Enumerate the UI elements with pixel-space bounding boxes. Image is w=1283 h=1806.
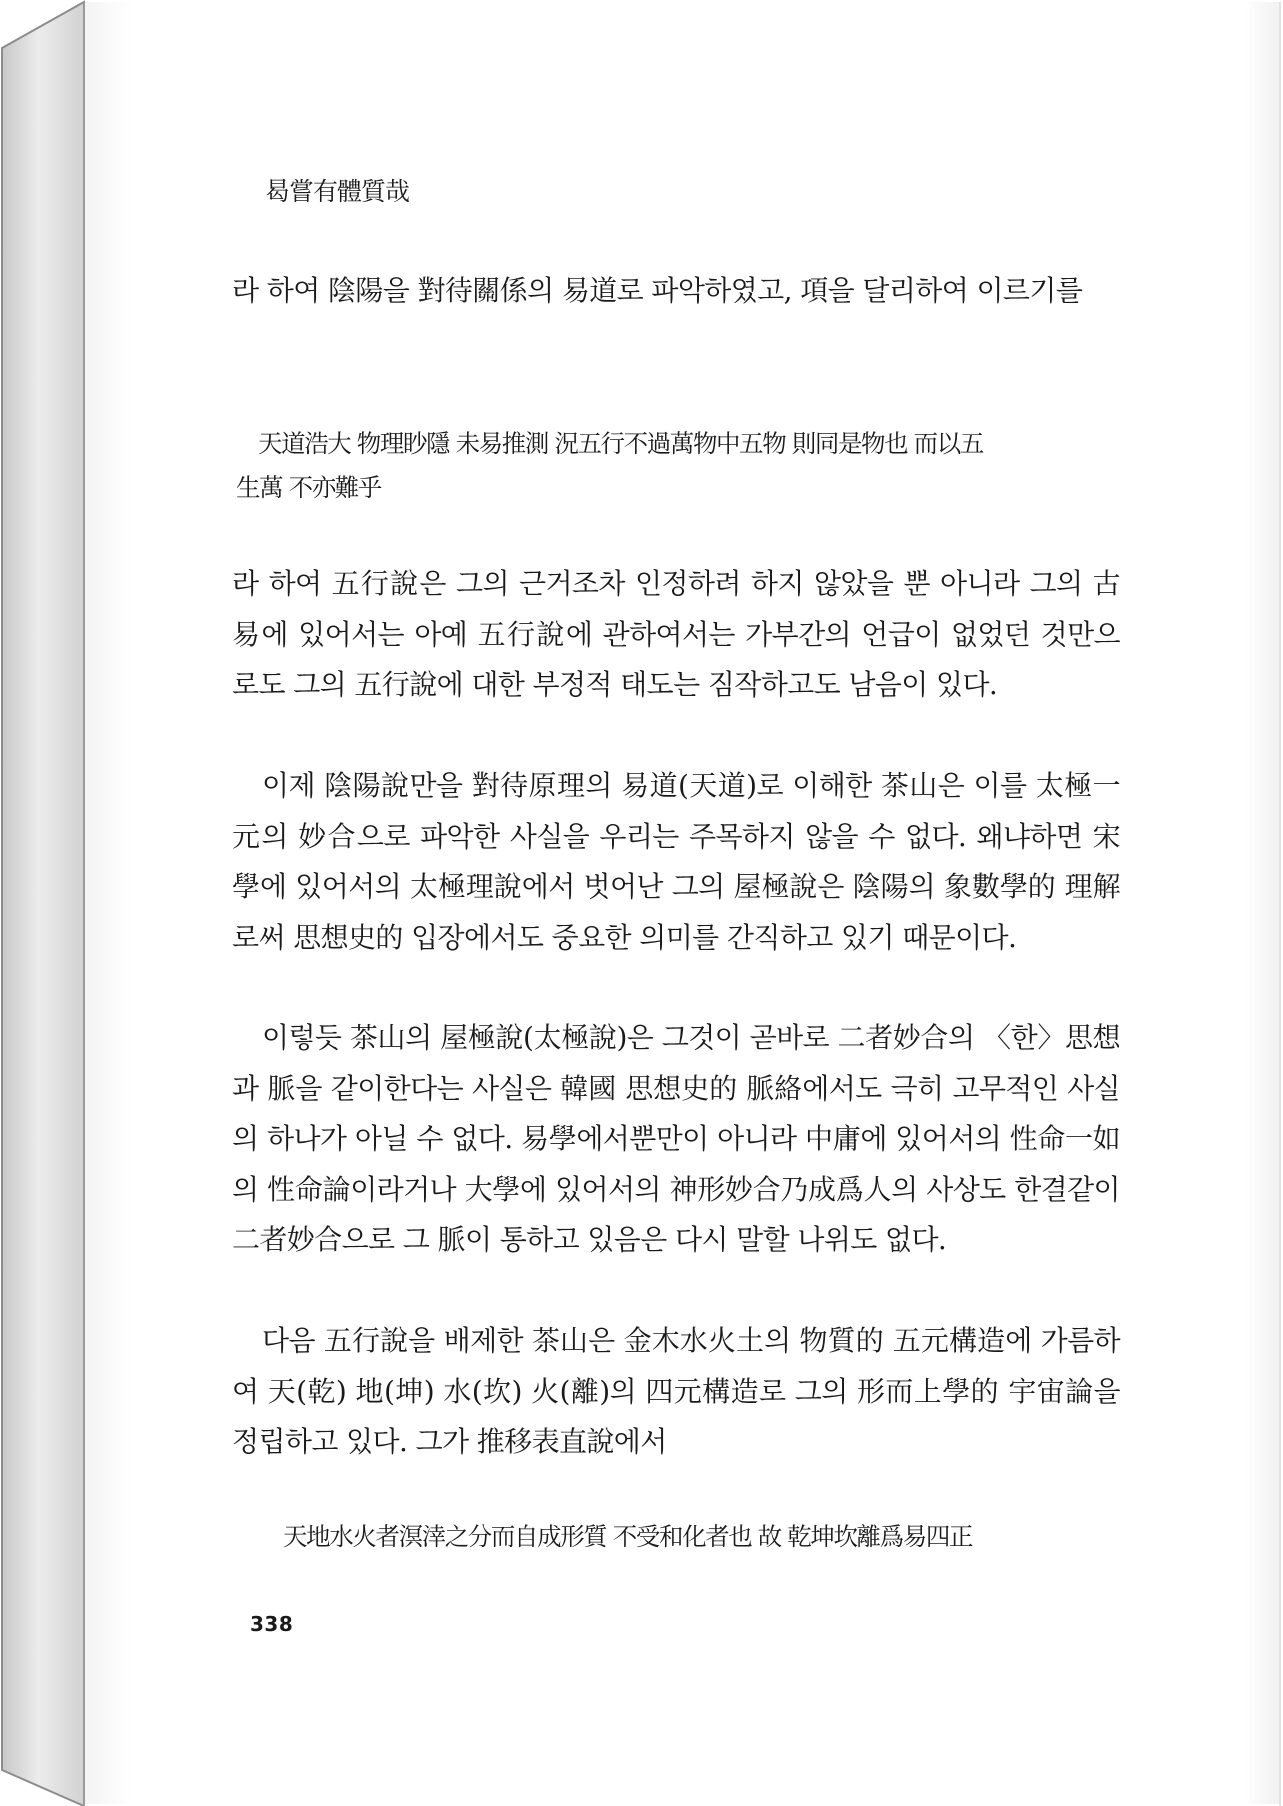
block-quote-2: 天地水火者溟涬之分而自成形質 不受和化者也 故 乾坤坎離爲易四正 — [283, 1522, 973, 1551]
paragraph-3: 이제 陰陽說만을 對待原理의 易道(天道)로 이해한 茶山은 이를 太極一元의 妙合으로 파악한 사실을 우리는 주목하지 않을 수 없다. 왜냐하면 宋學에 있어서의 太極理說에서 벗어난 그의 屋極說은 陰陽의 象數學的 理解로써 思想史的 입장에서도 중요한 의미를 간직하고 있기 때문이다. — [232, 769, 1120, 954]
block-quote-1 — [236, 422, 1120, 510]
book-spine — [2, 2, 84, 1806]
paragraph-5: 다음 五行說을 배제한 茶山은 金木水火土의 物質的 五元構造에 가름하여 天(乾) 地(坤) 水(坎) 火(離)의 四元構造로 그의 形而上學的 宇宙論을 정립하고 있다. 그가 推移表直說에서 — [232, 1324, 1120, 1458]
block-quote-1-line-2: 生萬 不亦難乎 — [236, 473, 381, 502]
paragraph-4: 이렇듯 茶山의 屋極說(太極說)은 그것이 곧바로 二者妙合의 〈한〉思想과 脈을 같이한다는 사실은 韓國 思想史的 脈絡에서도 극히 고무적인 사실의 하나가 아닐 수 없다. 易學에서뿐만이 아니라 中庸에 있어서의 性命一如의 性命論이라거나 大學에 있어서의 神形妙合乃成爲人의 사상도 한결같이 二者妙合으로 그 脈이 통하고 있음은 다시 말할 나위도 없다. — [232, 1021, 1120, 1256]
paragraph-1: 라 하여 陰陽을 對待關係의 易道로 파악하였고, 項을 달리하여 이르기를 — [232, 274, 1083, 307]
top-quote: 曷嘗有體質哉 — [265, 177, 410, 206]
block-quote-1-line-1: 天道浩大 物理眇隱 未易推測 況五行不過萬物中五物 則同是物也 而以五 — [258, 429, 983, 458]
page-number: 338 — [250, 1612, 294, 1636]
paragraph-2: 라 하여 五行說은 그의 근거조차 인정하려 하지 않았을 뿐 아니라 그의 古易에 있어서는 아예 五行說에 관하여서는 가부간의 언급이 없었던 것만으로도 그의 五行說에 대한 부정적 태도는 짐작하고도 남음이 있다. — [232, 567, 1120, 701]
